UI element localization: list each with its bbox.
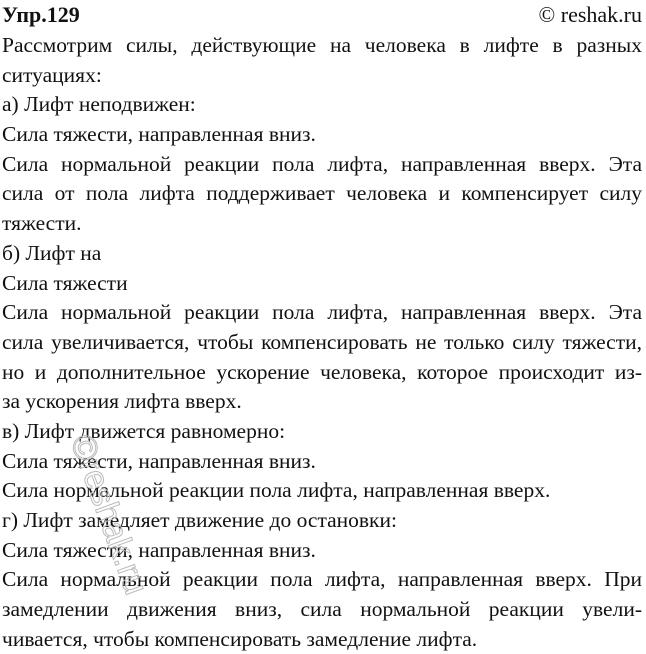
text-line: Сила нормальной реакции пола лифта, направленная вверх. При <box>2 567 642 592</box>
svg-text:©reshak.ru: ©reshak.ru <box>62 429 156 600</box>
text-line: Сила нормальной реакции пола лифта, направленная вверх. Эта <box>2 300 642 325</box>
text-line: но и дополнительное ускорение человека, которое происходит из- <box>2 359 642 384</box>
text-line: ситуациях: <box>2 62 102 87</box>
text-line: г) Лифт замедляет движение до остановки: <box>2 508 397 532</box>
text-line: в) Лифт движется равномерно: <box>2 418 286 443</box>
text-line: Рассмотрим силы, действующие на человека в лифте в разных <box>2 33 642 57</box>
text-line: Сила тяжести, направленная вниз. <box>2 448 316 473</box>
text-line: за ускорения лифта вверх. <box>2 389 242 414</box>
text-line: сила увеличивается, чтобы компенсировать не только силу тяжести, <box>2 329 642 354</box>
copyright-notice: © reshak.ru <box>538 2 642 27</box>
text-line: чивается, чтобы компенсировать замедление лифта. <box>2 626 478 651</box>
text-line: а) Лифт неподвижен: <box>2 92 196 117</box>
solution-text <box>2 31 642 654</box>
text-line: б) Лифт на <box>2 240 102 265</box>
header <box>2 0 642 30</box>
text-line: тяжести. <box>2 211 82 236</box>
text-line: Сила тяжести <box>2 270 128 295</box>
text-line: Сила нормальной реакции пола лифта, направленная вверх. <box>2 478 551 503</box>
text-line: замедлении движения вниз, сила нормальной реакции увели- <box>2 597 642 622</box>
exercise-title: Упр.129 <box>2 2 80 27</box>
text-line: сила от пола лифта поддерживает человека и компенсирует силу <box>2 181 642 206</box>
text-line: Сила тяжести, направленная вниз. <box>2 122 316 147</box>
text-line: Сила тяжести, направленная вниз. <box>2 537 316 562</box>
text-line: Сила нормальной реакции пола лифта, направленная вверх. Эта <box>2 151 642 176</box>
